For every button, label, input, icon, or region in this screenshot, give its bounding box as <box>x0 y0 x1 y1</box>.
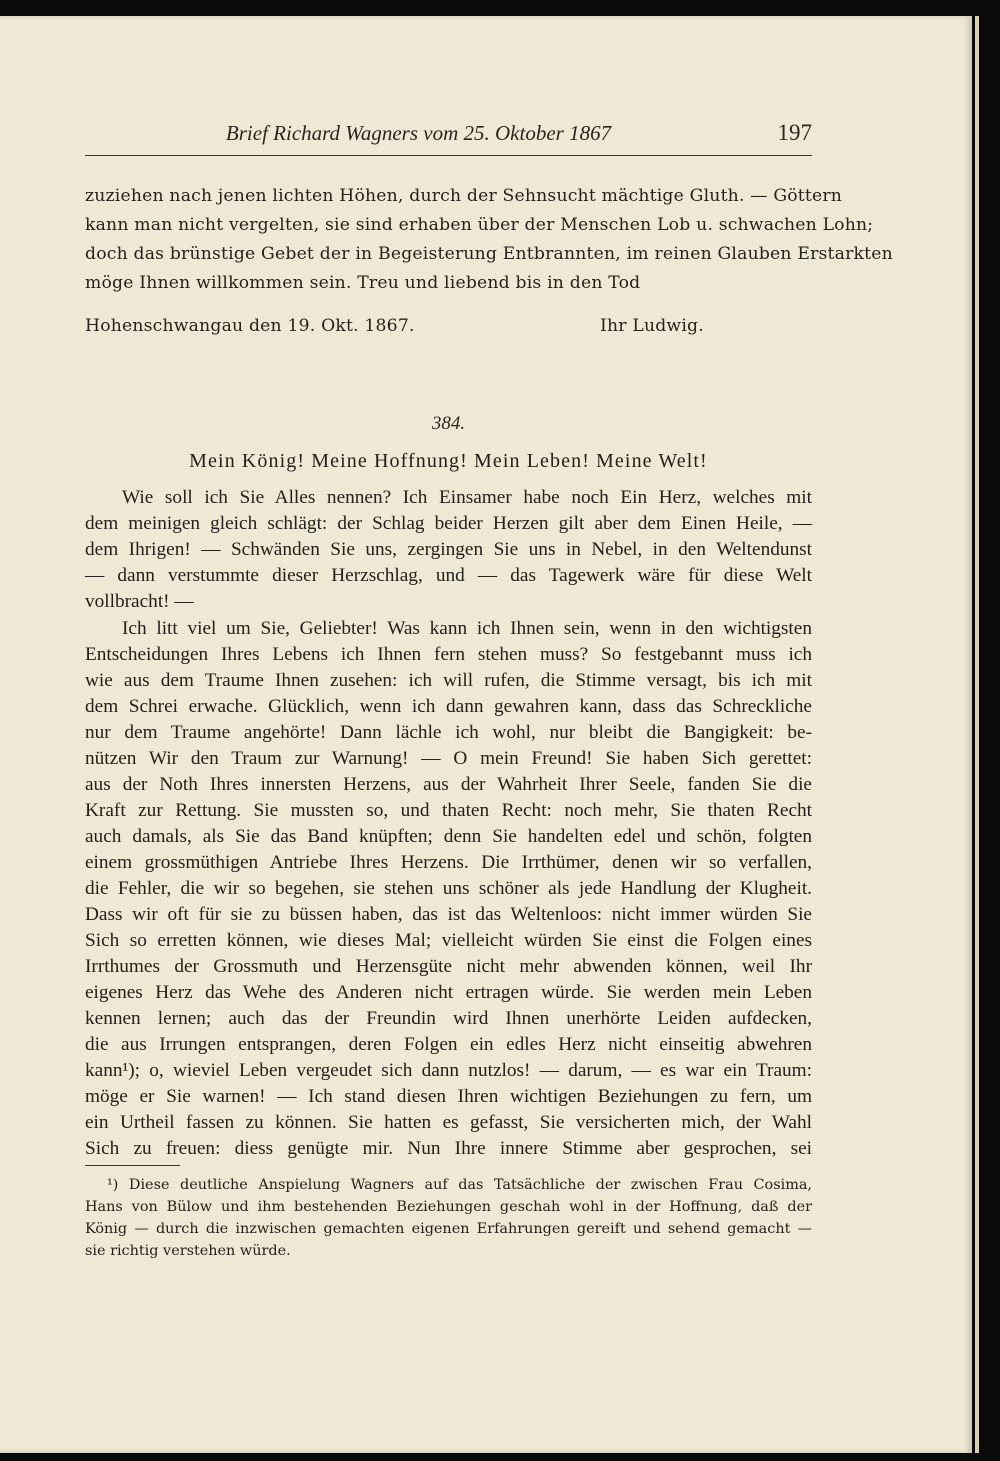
page-edge <box>975 16 979 1453</box>
text-line: Dass wir oft für sie zu büssen haben, das ist das Weltenloos: nicht immer würden Sie <box>85 904 812 925</box>
text-line: nützen Wir den Traum zur Warnung! — O mein Freund! Sie haben Sich gerettet: <box>85 748 812 769</box>
text-line: nur dem Traume angehörte! Dann lächle ich wohl, nur bleibt die Bangigkeit: be- <box>85 722 812 743</box>
text-line: ein Urtheil fassen zu können. Sie hatten es gefasst, Sie versicherten mich, der Wahl <box>85 1112 812 1133</box>
text-line: kann man nicht vergelten, sie sind erhaben über der Menschen Lob u. schwachen Lohn; <box>85 215 874 235</box>
closing-signature: Ihr Ludwig. <box>600 316 704 336</box>
text-line: auch damals, als Sie das Band knüpften; denn Sie handelten edel und schön, folgten <box>85 826 812 847</box>
text-line: Ich litt viel um Sie, Geliebter! Was kann ich Ihnen sein, wenn in den wichtigsten <box>122 618 812 639</box>
text-line: eigenes Herz das Wehe des Anderen nicht ertragen würde. Sie werden mein Leben <box>85 982 812 1003</box>
text-line: Irrthumes der Grossmuth und Herzensgüte nicht mehr abwenden können, weil Ihr <box>85 956 812 977</box>
footnote-line: ¹) Diese deutliche Anspielung Wagners auf das Tatsächliche der zwischen Frau Cosima, <box>107 1177 812 1193</box>
text-line: zuziehen nach jenen lichten Höhen, durch der Sehnsucht mächtige Gluth. — Göttern <box>85 186 843 206</box>
text-line: die Fehler, die wir so begehen, sie stehen uns schöner als jede Handlung der Klugheit. <box>85 878 812 899</box>
letter-number: 384. <box>431 413 466 434</box>
text-line: dem meinigen gleich schlägt: der Schlag beider Herzen gilt aber dem Einen Heile, — <box>85 513 812 534</box>
running-header <box>85 119 812 156</box>
text-line: die aus Irrungen entsprangen, deren Folgen ein edles Herz nicht einseitig abwehren <box>85 1034 812 1055</box>
text-line: aus der Noth Ihres innersten Herzens, aus der Wahrheit Ihrer Seele, fanden Sie die <box>85 774 812 795</box>
salutation: Mein König! Meine Hoffnung! Mein Leben! Meine Welt! <box>189 450 708 472</box>
text-line: möge er Sie warnen! — Ich stand diesen Ihren wichtigen Beziehungen zu fern, um <box>85 1086 812 1107</box>
header-title: Brief Richard Wagners vom 25. Oktober 1867 <box>225 121 612 145</box>
text-line: doch das brünstige Gebet der in Begeisterung Entbrannten, im reinen Glauben Erstarkten <box>85 244 893 264</box>
text-line: einem grossmüthigen Antriebe Ihres Herzens. Die Irrthümer, denen wir so verfallen, <box>85 852 812 873</box>
footnote-rule <box>85 1165 180 1166</box>
text-line: Sich so erretten können, wie dieses Mal; vielleicht würden Sie einst die Folgen eines <box>85 930 812 951</box>
footnote-line: sie richtig verstehen würde. <box>85 1243 291 1259</box>
text-line: Wie soll ich Sie Alles nennen? Ich Einsamer habe noch Ein Herz, welches mit <box>122 487 812 508</box>
closing-place-date: Hohenschwangau den 19. Okt. 1867. <box>85 316 415 336</box>
text-line: kann¹); o, wieviel Leben vergeudet sich dann nutzlos! — darum, — es war ein Traum: <box>85 1060 812 1081</box>
text-line: dem Ihrigen! — Schwänden Sie uns, zergingen Sie uns in Nebel, in den Weltendunst <box>85 539 812 560</box>
text-line: möge Ihnen willkommen sein. Treu und liebend bis in den Tod <box>85 273 641 293</box>
text-line: Kraft zur Rettung. Sie mussten so, und thaten Recht: noch mehr, Sie thaten Recht <box>85 800 812 821</box>
footnote-line: Hans von Bülow und ihm bestehenden Beziehungen geschah wohl in der Hoffnung, daß der <box>85 1199 812 1215</box>
footnote-line: König — durch die inzwischen gemachten eigenen Erfahrungen gereift und sehend gemacht — <box>85 1221 812 1237</box>
text-line: dem Schrei erwache. Glücklich, wenn ich dann gewahren kann, dass das Schreckliche <box>85 696 812 717</box>
text-line: vollbracht! — <box>85 591 194 612</box>
text-line: — dann verstummte dieser Herzschlag, und — das Tagewerk wäre für diese Welt <box>85 565 812 586</box>
page-number: 197 <box>777 120 812 145</box>
text-line: Entscheidungen Ihres Lebens ich Ihnen fern stehen muss? So festgebannt muss ich <box>85 644 812 665</box>
text-line: wie aus dem Traume Ihnen zusehen: ich will rufen, die Stimme versagt, bis ich mit <box>85 670 812 691</box>
text-line: Sich zu freuen: diess genügte mir. Nun Ihre innere Stimme aber gesprochen, sei <box>85 1138 812 1159</box>
text-line: kennen lernen; auch das der Freundin wird Ihnen unerhörte Leiden aufdecken, <box>85 1008 812 1029</box>
